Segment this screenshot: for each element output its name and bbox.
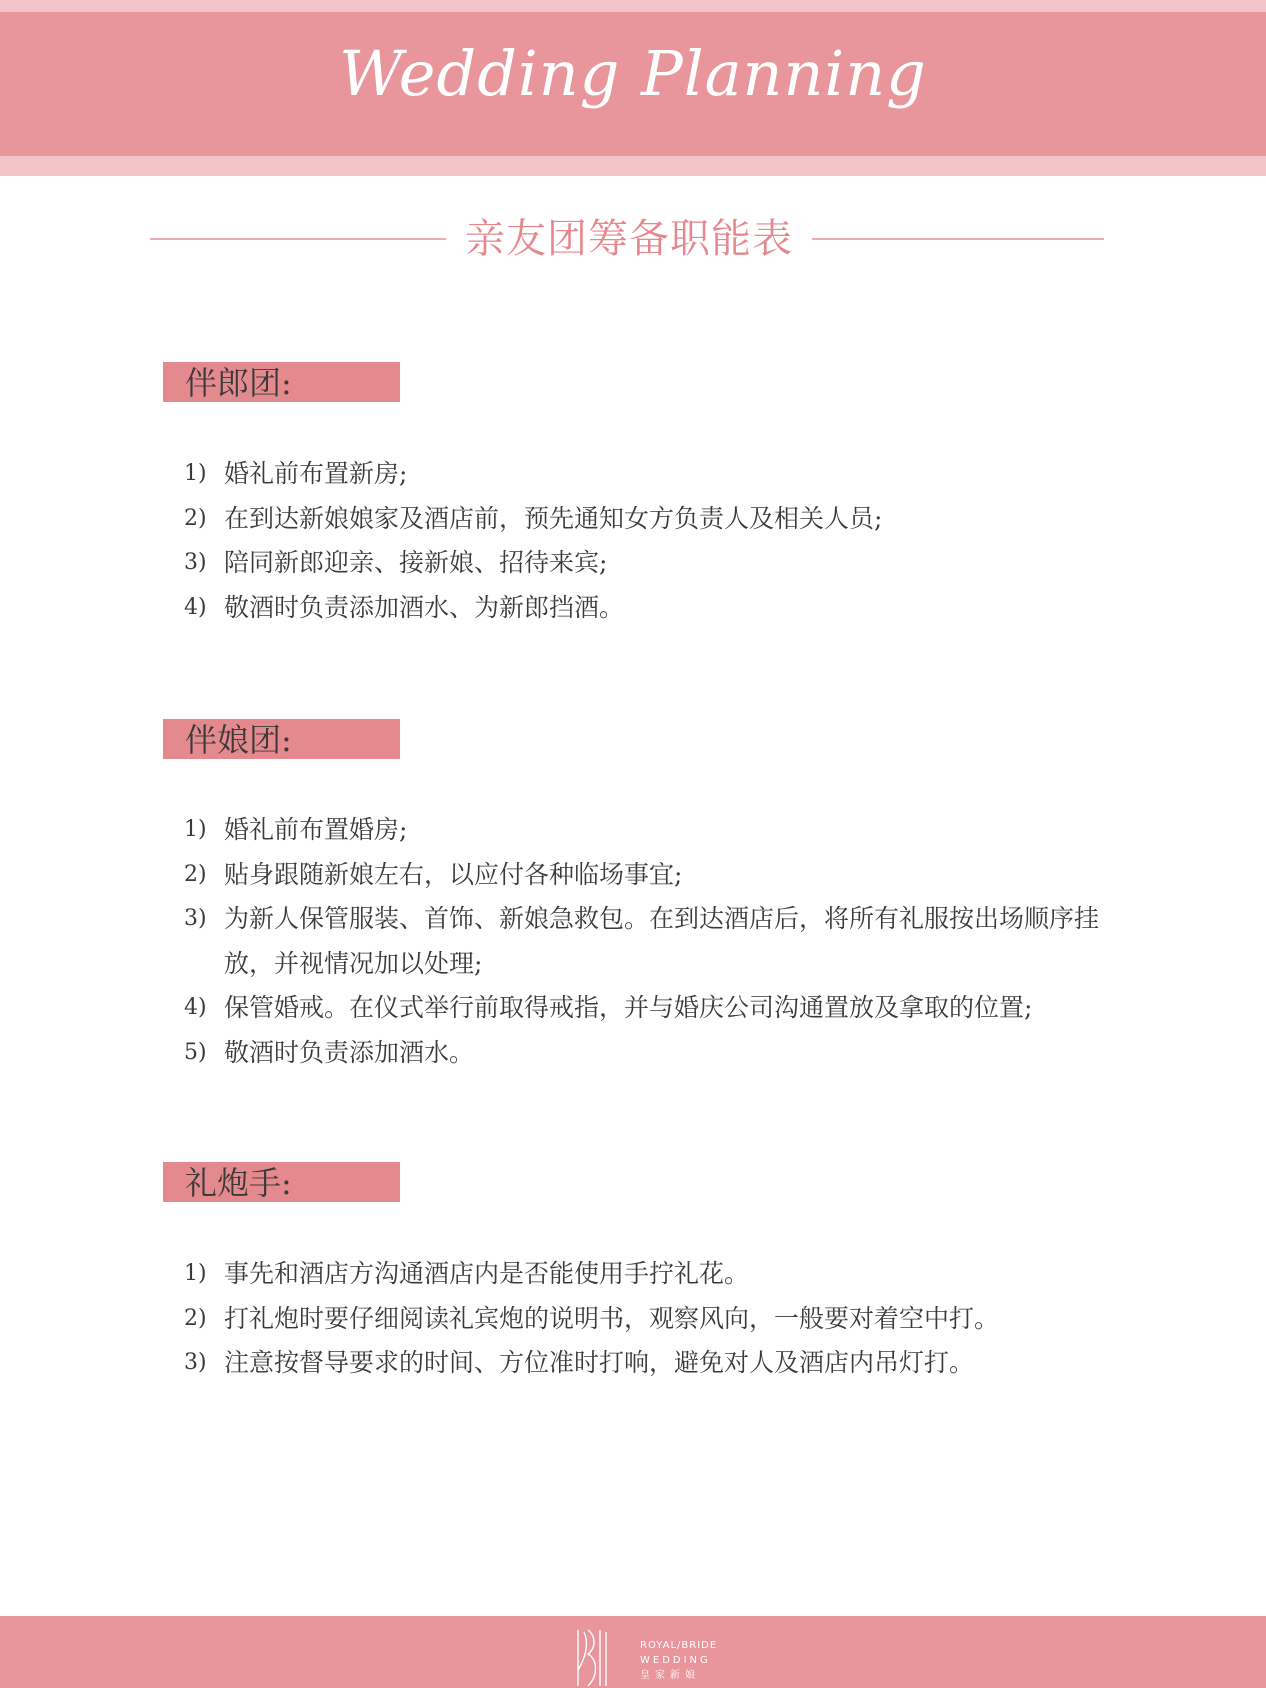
list-item (184, 452, 1104, 497)
list-number: 1) (184, 461, 207, 486)
list-item (184, 853, 1104, 898)
list-text: 婚礼前布置新房; (224, 459, 408, 488)
section-label-salute-team: 礼炮手: (163, 1162, 400, 1202)
footer-band (0, 1616, 1266, 1688)
list-text: 婚礼前布置婚房; (224, 815, 408, 844)
list-item (184, 808, 1104, 853)
list-text: 事先和酒店方沟通酒店内是否能使用手拧礼花。 (224, 1259, 750, 1288)
brand-line-2: WEDDING (640, 1655, 711, 1666)
footer-brand (640, 1638, 717, 1683)
list-text: 敬酒时负责添加酒水。 (224, 1037, 475, 1067)
list-text: 敬酒时负责添加酒水、为新郎挡酒。 (224, 592, 625, 622)
brand-line-3: 皇家新娘 (640, 1670, 700, 1681)
list-text: 在到达新娘娘家及酒店前，预先通知女方负责人及相关人员; (224, 503, 883, 533)
salute-team-duty-list (184, 1252, 1104, 1386)
bridesmaids-duty-list (184, 808, 1104, 1075)
list-item (184, 1341, 1104, 1386)
list-text: 保管婚戒。在仪式举行前取得戒指，并与婚庆公司沟通置放及拿取的位置; (224, 993, 1033, 1022)
header-top-strip (0, 0, 1266, 12)
list-item (184, 541, 1104, 586)
list-number: 2) (184, 861, 207, 887)
list-number: 2) (184, 1305, 207, 1331)
list-number: 3) (184, 906, 207, 931)
list-item (184, 497, 1104, 542)
groomsmen-duty-list (184, 452, 1104, 630)
header-bottom-strip (0, 156, 1266, 176)
royal-bride-monogram-icon (574, 1626, 610, 1688)
list-text: 为新人保管服装、首饰、新娘急救包。在到达酒店后，将所有礼服按出场顺序挂放，并视情况加以处理; (224, 904, 1100, 978)
title-divider-left (150, 238, 446, 240)
section-label-groomsmen: 伴郎团: (163, 362, 400, 402)
list-item (184, 1297, 1104, 1342)
list-item (184, 986, 1104, 1031)
section-label-bridesmaids: 伴娘团: (163, 719, 400, 759)
list-item (184, 1252, 1104, 1297)
brand-line-1: ROYAL/BRIDE (640, 1640, 718, 1651)
page-title: 亲友团筹备职能表 (465, 216, 793, 262)
header-title: Wedding Planning (339, 37, 927, 110)
list-number: 1) (184, 1261, 207, 1286)
list-item (184, 586, 1104, 631)
list-item (184, 1031, 1104, 1076)
list-number: 3) (184, 1350, 207, 1375)
list-number: 5) (184, 1039, 207, 1065)
list-item (184, 897, 1104, 986)
list-number: 3) (184, 550, 207, 575)
list-text: 陪同新郎迎亲、接新娘、招待来宾; (224, 548, 608, 577)
list-number: 4) (184, 995, 207, 1020)
list-text: 注意按督导要求的时间、方位准时打响，避免对人及酒店内吊灯打。 (224, 1348, 975, 1377)
list-text: 打礼炮时要仔细阅读礼宾炮的说明书，观察风向，一般要对着空中打。 (224, 1303, 1000, 1333)
list-number: 1) (184, 817, 207, 842)
title-divider-right (812, 238, 1104, 240)
list-text: 贴身跟随新娘左右，以应付各种临场事宜; (224, 859, 683, 889)
list-number: 2) (184, 505, 207, 531)
list-number: 4) (184, 594, 207, 620)
